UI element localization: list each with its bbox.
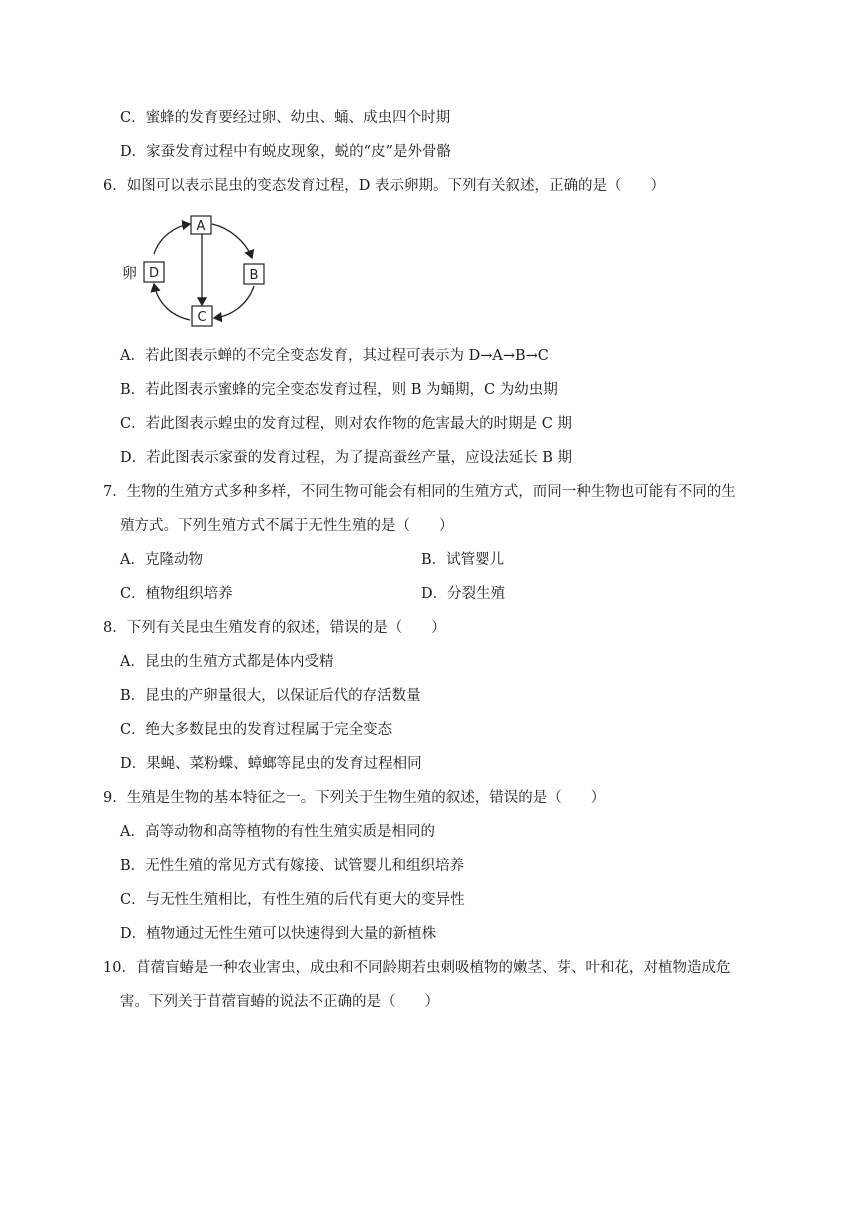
q9-option-c: C．与无性生殖相比，有性生殖的后代有更大的变异性: [120, 892, 465, 908]
q5-option-d: D．家蚕发育过程中有蜕皮现象，蜕的“皮”是外骨骼: [120, 144, 451, 160]
node-c: [192, 306, 212, 326]
node-a: [191, 216, 211, 234]
node-b: [244, 264, 264, 284]
svg-text:C: C: [197, 310, 207, 325]
svg-text:A: A: [196, 219, 206, 234]
q9-stem: 9．生殖是生物的基本特征之一。下列关于生物生殖的叙述，错误的是（ ）: [103, 790, 606, 806]
arrow-c-to-d: [154, 284, 190, 320]
q8-option-c: C．绝大多数昆虫的发育过程属于完全变态: [120, 722, 393, 738]
q7-option-b: B．试管婴儿: [421, 552, 505, 568]
arrow-a-to-b: [212, 224, 252, 258]
node-d: [144, 262, 164, 282]
q6-stem: 6．如图可以表示昆虫的变态发育过程，D 表示卵期。下列有关叙述，正确的是（ ）: [103, 178, 665, 194]
metamorphosis-cycle-diagram: [118, 212, 278, 332]
q8-stem: 8．下列有关昆虫生殖发育的叙述，错误的是（ ）: [103, 620, 446, 636]
arrow-b-to-c: [214, 286, 254, 318]
q6-option-a: A．若此图表示蝉的不完全变态发育，其过程可表示为 D→A→B→C: [120, 348, 549, 364]
q7-option-c: C．植物组织培养: [120, 586, 233, 602]
q10-stem-line2: 害。下列关于苜蓿盲蝽的说法不正确的是（ ）: [120, 994, 439, 1010]
q9-option-b: B．无性生殖的常见方式有嫁接、试管婴儿和组织培养: [120, 858, 465, 874]
q8-option-b: B．昆虫的产卵量很大，以保证后代的存活数量: [120, 688, 421, 704]
egg-label: 卵: [122, 264, 138, 282]
q8-option-a: A．昆虫的生殖方式都是体内受精: [120, 654, 334, 670]
q9-option-a: A．高等动物和高等植物的有性生殖实质是相同的: [120, 824, 435, 840]
q7-option-d: D．分裂生殖: [421, 586, 506, 602]
arrow-d-to-a: [154, 224, 190, 254]
q7-stem-line1: 7．生物的生殖方式多种多样，不同生物可能会有相同的生殖方式，而同一种生物也可能有不同的生: [103, 484, 736, 500]
q10-stem-line1: 10．苜蓿盲蝽是一种农业害虫，成虫和不同龄期若虫刺吸植物的嫩茎、芽、叶和花，对植物造成危: [103, 960, 731, 976]
q9-option-d: D．植物通过无性生殖可以快速得到大量的新植株: [120, 926, 437, 942]
svg-text:B: B: [249, 268, 259, 283]
q6-option-d: D．若此图表示家蚕的发育过程，为了提高蚕丝产量，应设法延长 B 期: [120, 450, 572, 466]
q7-option-a: A．克隆动物: [120, 552, 203, 568]
q6-option-b: B．若此图表示蜜蜂的完全变态发育过程，则 B 为蛹期，C 为幼虫期: [120, 382, 558, 398]
svg-text:D: D: [148, 266, 160, 281]
q5-option-c: C．蜜蜂的发育要经过卵、幼虫、蛹、成虫四个时期: [120, 110, 451, 126]
q6-option-c: C．若此图表示蝗虫的发育过程，则对农作物的危害最大的时期是 C 期: [120, 416, 572, 432]
q7-stem-line2: 殖方式。下列生殖方式不属于无性生殖的是（ ）: [120, 518, 454, 534]
q8-option-d: D．果蝇、菜粉蝶、蟑螂等昆虫的发育过程相同: [120, 756, 422, 772]
